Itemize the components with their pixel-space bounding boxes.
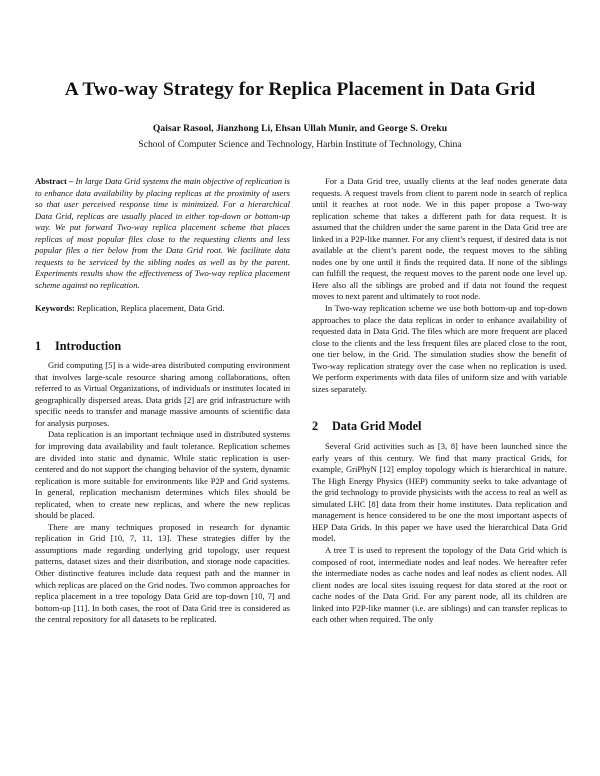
affiliation: School of Computer Science and Technology, Harbin Institute of Technology, China	[138, 138, 462, 150]
keywords-text: Replication, Replica placement, Data Grid.	[74, 302, 225, 313]
keywords-label: Keywords:	[35, 302, 75, 313]
author-list: Qaisar Rasool, Jianzhong Li, Ehsan Ullah Munir, and George S. Oreku	[152, 123, 448, 135]
two-column-body	[35, 176, 567, 626]
section-title: Data Grid Model	[332, 419, 422, 434]
paragraph: Several Grid activities such as [3, 8] have been launched since the early years of this century. We find that many practical Grids, for example, GriPhyN [12] employ topology which is hierarchical in nature. The High Energy Physics (HEP) community seeks to take advantage of the grid technology to provide physicists with the access to real as well as simulated LHC [8] data from their home institutes. Data replication and management is hence considered to be one the most important aspects of HEP Data Grids. In this paper we have used the hierarchical Data Grid model.	[312, 441, 567, 544]
section-heading-introduction	[35, 339, 290, 354]
title-block	[0, 0, 600, 152]
right-column	[312, 176, 567, 626]
section-number: 1	[35, 338, 42, 353]
paragraph: There are many techniques proposed in research for dynamic replication in Grid [10, 7, 11, 13]. These strategies differ by the assumptions made regarding underlying grid topology, user request patterns, dataset sizes and their distribution, and storage node capacities. Other distinctive features include data request path and the manner in which replicas are placed on the Grid nodes. Two common approaches for replica placement in a tree topology Data Grid are top-down [10, 7] and bottom-up [11]. In both cases, the root of Data Grid tree is considered as the central repository for all datasets to be replicated.	[35, 521, 290, 625]
paragraph: Data replication is an important technique used in distributed systems for improving data availability and fault tolerance. Replication schemes are divided into static and dynamic. While static replication is user-centered and do not support the changing behavior of the system, dynamic replication is more suitable for environments like P2P and Grid systems. In general, replication mechanism determines which files should be replicated, when to create new replicas, and where the new replicas should be placed.	[35, 429, 290, 521]
section-title: Introduction	[55, 338, 122, 353]
page-title: A Two-way Strategy for Replica Placement in Data Grid	[64, 79, 536, 100]
abstract-text: In large Data Grid systems the main objective of replication is to enhance data availability by placing replicas at the proximity of users so that user perceived response time is minimized. For a hierarchical Data Grid, replicas are usually placed in either top-down or bottom-up way. We put forward Two-way replica placement scheme that places replicas of most popular files close to the requesting clients and less popular files a tier below from the Data Grid root. We facilitate data requests to be serviced by the sibling nodes as well as by the parent. Experiments results show the effectiveness of Two-way replica placement scheme against no replication.	[35, 176, 290, 290]
paragraph: In Two-way replication scheme we use both bottom-up and top-down approaches to place the data replicas in order to enhance availability of requested data in Data Grid. The files which are more frequent are placed close to the clients and the less frequent files are placed close to the root, one tier below, in the Grid. The simulation studies show the benefit of Two-way replication strategy over the case when no replication is used. We perform experiments with data files of uniform size and with variable sizes separately.	[312, 303, 567, 394]
paragraph: A tree T is used to represent the topology of the Data Grid which is composed of root, intermediate nodes and leaf nodes. We hereafter refer the intermediate nodes as cache nodes and leaf nodes as client nodes. All client nodes are local sites issuing request for data stored at the root or cache nodes of the Data Grid. For any parent node, all its children are linked into P2P-like manner (i.e. are siblings) and can transfer replicas to each other when required. The only	[312, 544, 567, 625]
abstract-label: Abstract –	[35, 176, 76, 186]
keywords-line	[35, 303, 290, 315]
abstract-paragraph	[35, 176, 290, 291]
section-heading-data-grid-model	[312, 419, 567, 434]
section-number: 2	[312, 419, 319, 434]
paragraph: Grid computing [5] is a wide-area distributed computing environment that involves large-scale resource sharing among collaborations, often referred to as Virtual Organizations, of individuals or institutes located in geographically dispersed areas. Data grids [2] are grid infrastructure with specific needs to transfer and manage massive amounts of scientific data for analysis purposes.	[35, 360, 290, 428]
left-column	[35, 176, 290, 626]
paragraph: For a Data Grid tree, usually clients at the leaf nodes generate data requests. A request travels from client to parent node in search of replica until it reaches at root node. We in this paper propose a Two-way replication scheme that takes a different path for data request. It is assumed that the children under the same parent in the Data Grid tree are linked in a P2P-like manner. For any client’s request, if desired data is not available at the client’s parent node, the request moves to the sibling nodes one by one until it finds the required data. If none of the siblings can fulfill the request, the request moves to the parent node one level up. Here also all the siblings are probed and if data not found the request moves to next parent and ultimately to root node.	[312, 176, 567, 302]
